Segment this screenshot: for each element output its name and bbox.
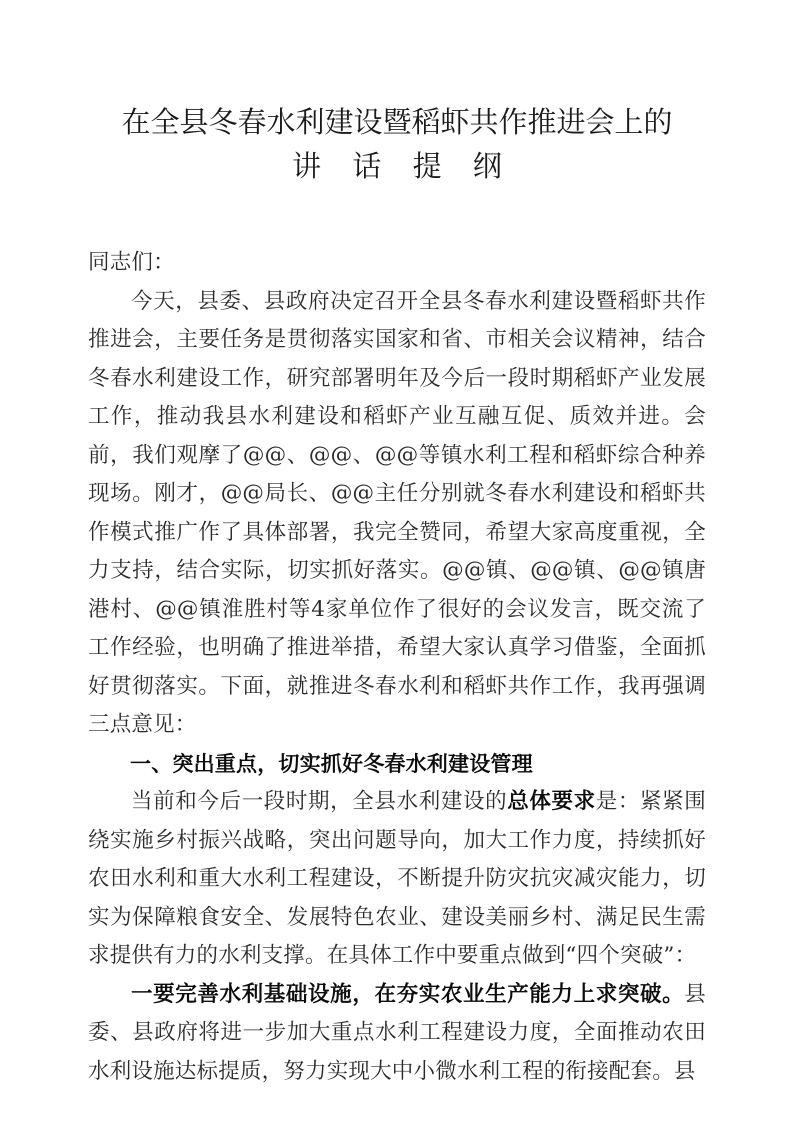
document-title-block — [88, 100, 706, 188]
salutation: 同志们： — [88, 250, 175, 275]
section-1-paragraph-1-emphasis: 总体要求 — [507, 789, 596, 814]
document-body — [88, 0, 706, 1091]
section-1-paragraph-1-pre: 当前和今后一段时期，全县水利建设的 — [131, 789, 508, 814]
section-1-paragraph-1-post: 是：紧紧围绕实施乡村振兴战略，突出问题导向，加大工作力度，持续抓好农田水利和重大水利工程建设，不断提升防灾抗灾减灾能力，切实为保障粮食安全、发展特色农业、建设美丽乡村、满足民生需求提供有力的水利支撑。在具体工作中要重点做到“四个突破”： — [88, 789, 706, 968]
section-1-paragraph-2-post: 县委、县政府将进一步加大重点水利工程建设力度，全面推动农田水利设施达标提质，努力实现大中小微水利工程的衔接配套。县 — [88, 981, 706, 1084]
section-heading-1: 一、突出重点，切实抓好冬春水利建设管理 — [130, 751, 533, 776]
document-title-line-1: 在全县冬春水利建设暨稻虾共作推进会上的 — [121, 105, 673, 139]
section-1-paragraph-1 — [88, 783, 706, 976]
document-title-line-2: 讲 话 提 纲 — [292, 149, 513, 183]
opening-paragraph: 今天，县委、县政府决定召开全县冬春水利建设暨稻虾共作推进会，主要任务是贯彻落实国家和省、市相关会议精神，结合冬春水利建设工作，研究部署明年及今后一段时期稻虾产业发展工作，推动我县水利建设和稻虾产业互融互促、质效并进。会前，我们观摩了@@、@@、@@等镇水利工程和稻虾综合种养现场。刚才，@@局长、@@主任分别就冬春水利建设和稻虾共作模式推广作了具体部署，我完全赞同，希望大家高度重视，全力支持，结合实际，切实抓好落实。@@镇、@@镇、@@镇唐港村、@@镇淮胜村等4家单位作了很好的会议发言，既交流了工作经验，也明确了推进举措，希望大家认真学习借鉴，全面抓好贯彻落实。下面，就推进冬春水利和稻虾共作工作，我再强调三点意见： — [88, 288, 706, 737]
section-1-paragraph-2 — [88, 976, 706, 1092]
section-1-paragraph-2-emphasis: 一要完善水利基础设施，在夯实农业生产能力上求突破。 — [131, 981, 685, 1007]
